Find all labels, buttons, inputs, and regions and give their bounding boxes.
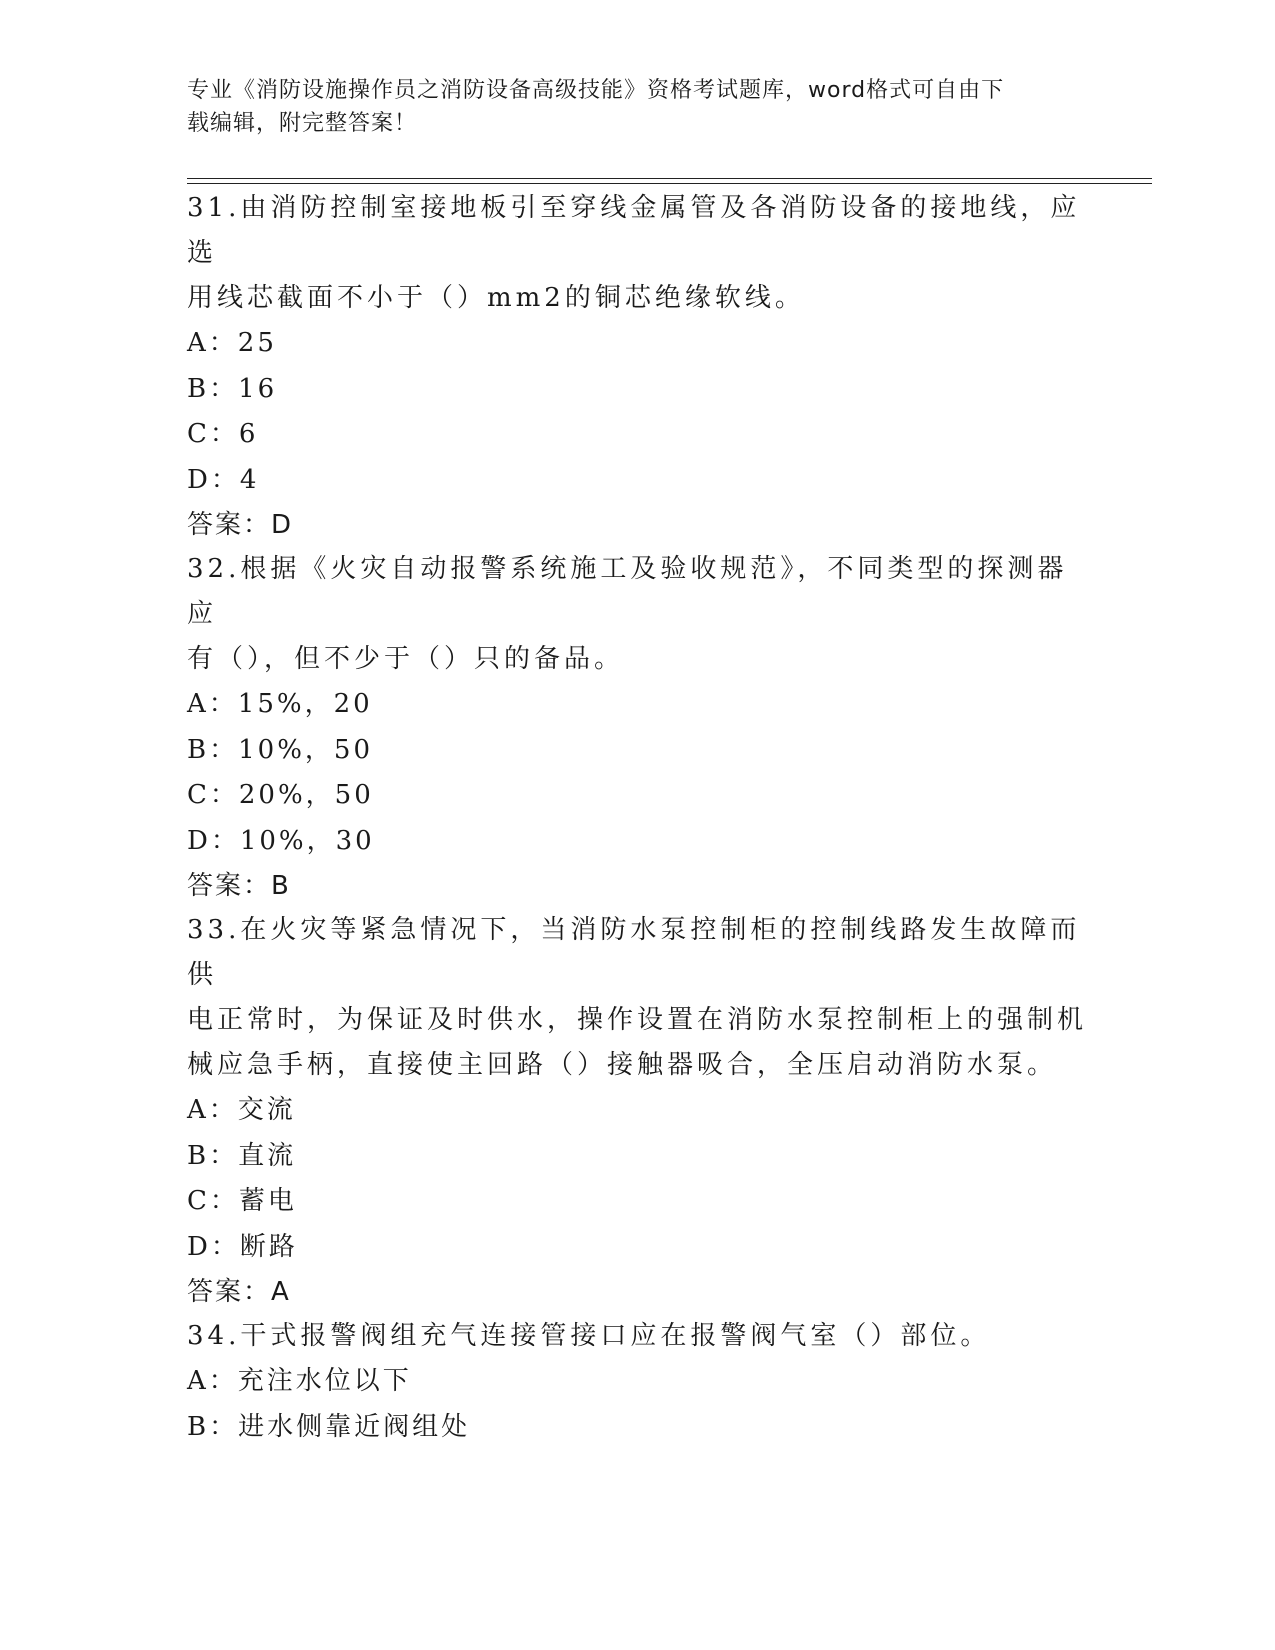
option-a: A：充注水位以下 xyxy=(187,1366,412,1396)
option-d: D：4 xyxy=(187,464,260,495)
document-header xyxy=(187,74,1087,140)
option-c: C：蓄电 xyxy=(187,1186,297,1216)
question-stem-line: 31.由消防控制室接地板引至穿线金属管及各消防设备的接地线，应选 xyxy=(187,193,1081,268)
question-stem-line: 33.在火灾等紧急情况下，当消防水泵控制柜的控制线路发生故障而供 xyxy=(187,915,1081,990)
option-c: C：20%，50 xyxy=(187,780,374,810)
option-c: C：6 xyxy=(187,419,259,449)
option-a: A：交流 xyxy=(187,1095,296,1125)
question-stem-line: 械应急手柄，直接使主回路（）接触器吸合，全压启动消防水泵。 xyxy=(187,1050,1058,1080)
option-a: A：15%，20 xyxy=(187,689,373,719)
question-stem-line: 32.根据《火灾自动报警系统施工及验收规范》，不同类型的探测器应 xyxy=(187,554,1068,629)
header-divider-top xyxy=(187,178,1152,179)
question-31 xyxy=(187,186,1087,548)
answer-label: 答案：A xyxy=(187,1277,291,1307)
header-divider-bottom xyxy=(187,183,1152,184)
answer-label: 答案：D xyxy=(187,510,294,540)
answer-label: 答案：B xyxy=(187,871,291,901)
header-line-2: 载编辑，附完整答案！ xyxy=(187,111,418,136)
option-b: B：进水侧靠近阀组处 xyxy=(187,1411,471,1442)
option-d: D：10%，30 xyxy=(187,825,375,856)
question-stem-line: 有（），但不少于（）只的备品。 xyxy=(187,644,625,674)
question-33 xyxy=(187,908,1087,1315)
option-b: B：16 xyxy=(187,373,278,404)
question-stem-line: 电正常时，为保证及时供水，操作设置在消防水泵控制柜上的强制机 xyxy=(187,1005,1088,1035)
option-a: A：25 xyxy=(187,328,277,358)
option-b: B：直流 xyxy=(187,1140,297,1171)
question-34 xyxy=(187,1314,1087,1450)
option-b: B：10%，50 xyxy=(187,734,373,765)
option-d: D：断路 xyxy=(187,1231,298,1262)
question-stem-line: 34.干式报警阀组充气连接管接口应在报警阀气室（）部位。 xyxy=(187,1321,991,1351)
question-32 xyxy=(187,547,1087,909)
header-line-1: 专业《消防设施操作员之消防设备高级技能》资格考试题库，word格式可自由下 xyxy=(187,78,1005,103)
question-stem-line: 用线芯截面不小于（）mm2的铜芯绝缘软线。 xyxy=(187,283,805,313)
